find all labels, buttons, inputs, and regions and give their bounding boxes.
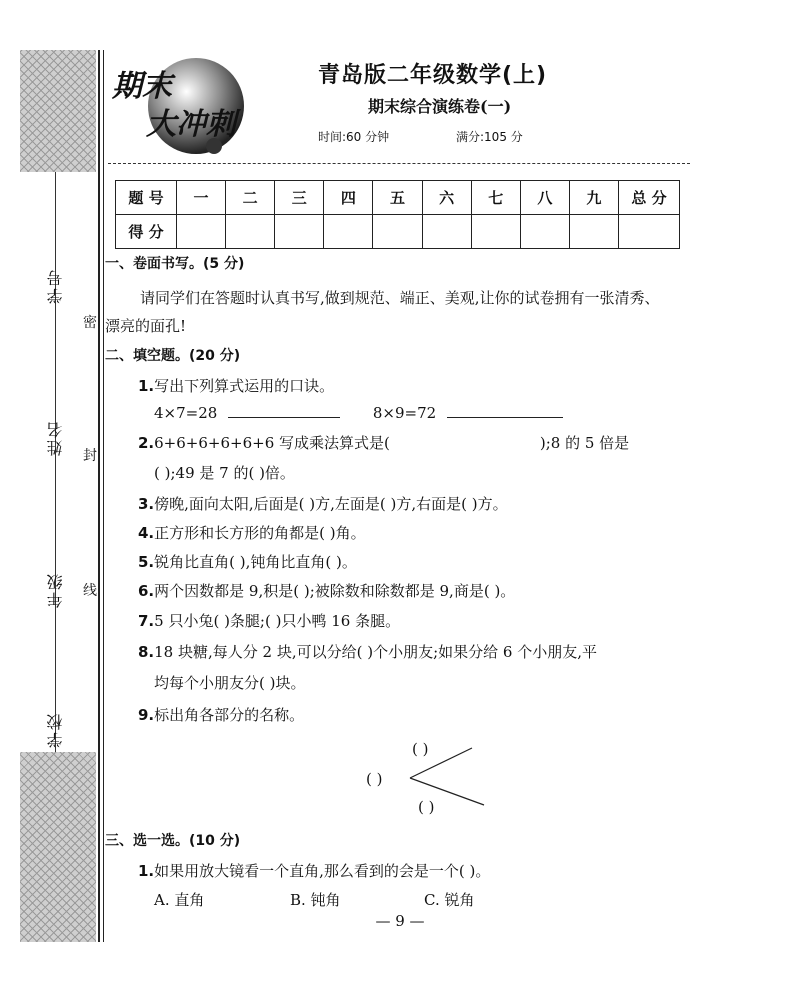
question-4 [138,522,366,543]
score-cell[interactable] [373,215,422,249]
option-a[interactable]: A. 直角 [154,891,205,909]
score-header-cell: 九 [569,181,618,215]
question-text: 18 块糖,每人分 2 块,可以分给( )个小朋友;如果分给 6 个小朋友,平 [154,643,597,661]
question-number: 1. [138,377,155,395]
blank-lower-ray[interactable]: ( ) [418,798,435,816]
score-row-label: 得 分 [116,215,177,249]
question-text: 写出下列算式运用的口诀。 [154,377,335,395]
seal-mi: 密 [83,315,97,331]
score-header-cell: 七 [471,181,520,215]
page-number: — 9 — [375,912,425,930]
question-text: 5 只小兔( )条腿;( )只小鸭 16 条腿。 [154,612,401,630]
section-2-heading: 二、填空题。(20 分) [105,348,241,364]
question-number: 3. [138,495,155,513]
page-subtitle: 期末综合演练卷(一) [368,97,512,116]
question-text: 傍晚,面向太阳,后面是( )方,左面是( )方,右面是( )方。 [154,495,508,513]
score-header-cell: 题 号 [116,181,177,215]
section-1-text-2: 漂亮的面孔! [105,317,187,335]
question-9 [138,704,304,725]
option-c[interactable]: C. 锐角 [424,891,475,909]
question-number: 4. [138,524,155,542]
section-1-text-1: 请同学们在答题时认真书写,做到规范、端正、美观,让你的试卷拥有一张清秀、 [140,289,660,307]
section-3-heading: 三、选一选。(10 分) [105,833,241,849]
score-header-cell: 八 [520,181,569,215]
logo-text-1: 期末 [112,69,172,104]
question-text: 标出角各部分的名称。 [154,706,305,724]
binding-line-outer [98,50,100,942]
score-cell[interactable] [226,215,275,249]
answer-blank-a[interactable] [228,403,340,418]
dashed-separator [108,163,690,164]
score-header-cell: 三 [275,181,324,215]
question-8-line-1 [138,641,597,662]
question-2-line-2 [154,462,295,483]
score-cell[interactable] [569,215,618,249]
question-number: 6. [138,582,155,600]
logo-graphic [108,48,258,160]
score-header-cell: 二 [226,181,275,215]
score-cell[interactable] [619,215,680,249]
question-number: 1. [138,862,155,880]
score-cell[interactable] [177,215,226,249]
question-5 [138,551,357,572]
question-8-line-2 [154,672,305,693]
label-grade: 年级 [46,572,65,608]
score-header-cell: 一 [177,181,226,215]
score-header-cell: 四 [324,181,373,215]
page-title: 青岛版二年级数学(上) [318,63,548,88]
question-text: 两个因数都是 9,积是( );被除数和除数都是 9,商是( )。 [154,582,516,600]
question-number: 5. [138,553,155,571]
score-table [115,180,680,249]
question-3 [138,493,508,514]
seal-feng: 封 [83,448,97,464]
question-text: ( );49 是 7 的( )倍。 [154,464,295,482]
score-cell[interactable] [520,215,569,249]
score-cell[interactable] [324,215,373,249]
question-1 [138,375,334,396]
question-7 [138,610,400,631]
exam-time: 时间:60 分钟 [318,130,390,144]
binding-line-inner [103,50,104,942]
question-2-line-1 [138,432,629,453]
score-cell[interactable] [275,215,324,249]
label-school: 学校 [46,712,65,748]
section-1-heading: 一、卷面书写。(5 分) [105,256,245,272]
equation-a: 4×7=28 [154,404,218,422]
question-number: 8. [138,643,155,661]
decorative-pattern-top [20,50,96,172]
question-text: 均每个小朋友分( )块。 [154,674,306,692]
blank-upper-ray[interactable]: ( ) [412,740,429,758]
score-cell[interactable] [422,215,471,249]
score-cell[interactable] [471,215,520,249]
binding-rule [55,172,56,752]
question-6 [138,580,515,601]
section-3-question-1 [138,860,490,881]
label-student-id: 学号 [46,268,65,304]
option-b[interactable]: B. 钝角 [290,891,341,909]
score-header-cell: 总 分 [619,181,680,215]
logo [108,48,258,160]
question-number: 7. [138,612,155,630]
question-number: 2. [138,434,155,452]
blank-vertex[interactable]: ( ) [366,770,383,788]
score-header-cell: 五 [373,181,422,215]
exam-full-score: 满分:105 分 [456,130,523,144]
question-1-answers [154,403,563,422]
answer-blank-b[interactable] [447,403,563,418]
question-number: 9. [138,706,155,724]
score-header-cell: 六 [422,181,471,215]
question-text: );8 的 5 倍是 [539,434,630,452]
seal-xian: 线 [83,583,97,599]
question-text: 锐角比直角( ),钝角比直角( )。 [154,553,357,571]
question-text: 如果用放大镜看一个直角,那么看到的会是一个( )。 [154,862,491,880]
logo-text-2: 大冲刺 [146,107,236,142]
question-text: 正方形和长方形的角都是( )角。 [154,524,366,542]
equation-b: 8×9=72 [372,404,437,422]
score-table-header [116,181,680,215]
question-text: 6+6+6+6+6+6 写成乘法算式是( [154,434,390,452]
label-name: 姓名 [46,420,65,456]
score-table-row [116,215,680,249]
